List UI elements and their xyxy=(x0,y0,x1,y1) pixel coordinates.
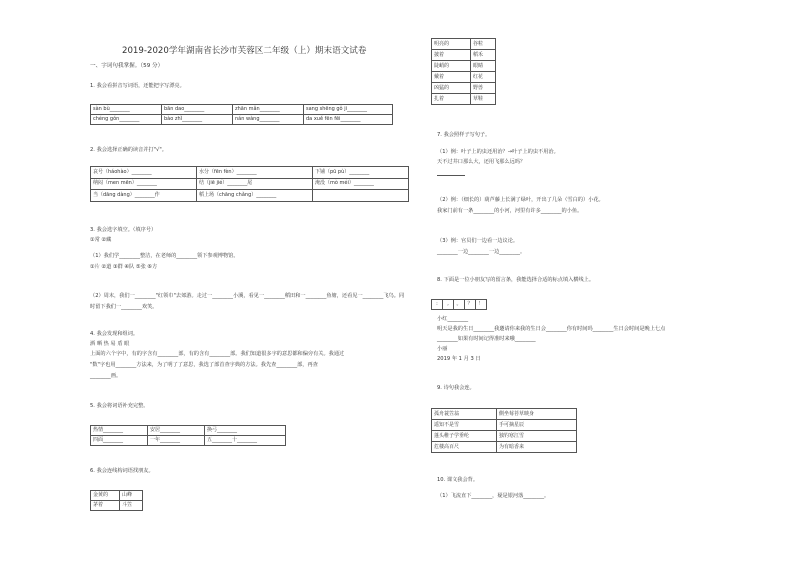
table-row xyxy=(432,431,577,442)
table-cell: 水分（fēn fèn）________ xyxy=(197,167,313,179)
table-cell: 危楼高百尺 xyxy=(432,442,497,453)
q4-line1: 上面的六个字中，有的字含有________部，有的含有________部。我们知道很多字的意思都和偏旁有关。我通过 xyxy=(90,351,345,357)
note-body2: ________如果有时间记得准时来哦________ xyxy=(437,336,536,342)
table-row xyxy=(432,409,577,420)
q5-table xyxy=(90,425,286,446)
table-cell: 四面________ xyxy=(91,436,148,446)
punct-cell: : xyxy=(432,300,443,310)
q1-prompt: 1. 我会看拼音写词语，还能把字写漂亮。 xyxy=(90,83,185,89)
table-cell: 结（jiē jié）________尾 xyxy=(197,178,313,190)
table-cell: 明亮的 xyxy=(432,39,471,50)
table-cell: 稻上场（chāng chǎng）________ xyxy=(197,190,313,202)
table-row xyxy=(432,83,496,94)
table-row xyxy=(91,167,409,179)
table-cell: 遥知不是雪 xyxy=(432,420,497,431)
punct-cell: ！ xyxy=(476,300,487,310)
table-cell: bào zhǐ________ xyxy=(162,115,233,125)
table-cell: 側坐莓苔草映身 xyxy=(497,409,577,420)
q7-sentence1: 天不过井口那么大，还用飞那么远吗？ xyxy=(437,159,526,165)
table-cell: 五________十________ xyxy=(205,436,286,446)
table-cell: 谷粒 xyxy=(471,39,496,50)
table-row xyxy=(432,72,496,83)
punct-cell: ？ xyxy=(465,300,476,310)
table-cell: 茅着 xyxy=(91,501,120,511)
q9-prompt: 9. 诗句我会连。 xyxy=(437,385,475,391)
answer-line xyxy=(437,175,465,176)
note-salutation: 小红________ xyxy=(437,316,469,322)
page-title: 2019-2020学年湖南省长沙市芙蓉区二年级（上）期末语文试卷 xyxy=(122,46,367,56)
table-cell: 淹没（mò méi）________ xyxy=(313,178,409,190)
table-cell: 戴着 xyxy=(432,72,471,83)
table-cell: 当（dāng dàng）________作 xyxy=(91,190,197,202)
table-cell: 蓬头稚子学垂纶 xyxy=(432,431,497,442)
q4-line2: "数"字也用________方法来，为了明了了意思，我选了部首查字典的方法。我先查________部，再查 xyxy=(90,362,318,368)
q7-prompt: 7. 我会照样子写句子。 xyxy=(437,132,491,138)
q3-prompt: 3. 我会选字填空。（填序号） xyxy=(90,227,157,233)
q4-chars: 洒 晒 热 易 盾 眼 xyxy=(90,341,130,347)
table-cell: 草鞋 xyxy=(471,94,496,105)
table-cell: 一年________ xyxy=(148,436,205,446)
table-cell: bān dao________ xyxy=(162,105,233,115)
punct-cell: 。 xyxy=(454,300,465,310)
table-cell: chéng gǒn________ xyxy=(91,115,162,125)
table-row xyxy=(432,61,496,72)
q7-example1: （1）例：叶子上的虫还用治？→叶子上的虫不用治。 xyxy=(437,149,559,155)
table-cell xyxy=(313,190,409,202)
table-row xyxy=(91,190,409,202)
table-cell: 手可摘星辰 xyxy=(497,420,577,431)
table-row xyxy=(432,50,496,61)
q5-prompt: 5. 我会将词语补充完整。 xyxy=(90,403,149,409)
table-row xyxy=(91,105,393,115)
q3-options-b: ①片 ②道 ③群 ④队 ⑤张 ⑥方 xyxy=(90,264,158,270)
table-cell: 为有暗香来 xyxy=(497,442,577,453)
q7-example2: （2）例：（细长的）葫芦藤上长满了绿叶，开出了几朵（雪白的）小花。 xyxy=(437,197,604,203)
table-row xyxy=(91,436,286,446)
table-cell: sang shēng gǒ ji________ xyxy=(304,105,393,115)
q3-line1: （1）我们学________整洁，在老师的________领下参观博物馆。 xyxy=(90,253,239,259)
table-cell: 换弓________ xyxy=(205,426,286,436)
table-cell: da xuě fēn fēi________ xyxy=(304,115,393,125)
section-heading: 一、字词句我掌握。（59 分） xyxy=(90,63,164,69)
q2-table xyxy=(90,166,409,202)
table-row xyxy=(432,442,577,453)
table-row xyxy=(432,94,496,105)
table-cell: 斗笠 xyxy=(120,501,143,511)
table-row xyxy=(91,501,143,511)
table-cell: 哀号（háohào）________ xyxy=(91,167,197,179)
table-row xyxy=(91,178,409,190)
q6-table xyxy=(90,490,143,511)
table-cell: 金黄的 xyxy=(91,491,120,501)
q1-table xyxy=(90,104,393,125)
table-cell: 纳闷（men mēn）________ xyxy=(91,178,197,190)
q4-prompt: 4. 我会发现和组词。 xyxy=(90,331,139,337)
note-signature: 小丽 xyxy=(437,346,448,352)
table-cell: 眼睛 xyxy=(471,61,496,72)
table-cell: 陡峭的 xyxy=(432,61,471,72)
table-row xyxy=(432,420,577,431)
table-row xyxy=(432,39,496,50)
note-date: 2019 年 1 月 3 日 xyxy=(437,356,481,362)
q7-sentence3: ________一边________一边________。 xyxy=(437,249,526,255)
q10-line1: （1）飞流直下________，疑是银河落________。 xyxy=(437,493,550,499)
table-row xyxy=(432,300,487,310)
q3-line2: （2）周末，我们一________"红领巾"去郊游。走过一________小溪，看见一________稻田和一________鱼塘，还看见一________飞鸟。同时留下我们一________欢笑。 xyxy=(90,293,405,310)
punctuation-table xyxy=(431,299,487,310)
table-cell: 孤舟蓑笠翁 xyxy=(432,409,497,420)
table-cell: zhān mǎn________ xyxy=(233,105,304,115)
table-cell: 山峰 xyxy=(120,491,143,501)
table-cell: nán wàng________ xyxy=(233,115,304,125)
word-match-table xyxy=(431,38,496,105)
table-row xyxy=(91,115,393,125)
table-cell: 野兽 xyxy=(471,83,496,94)
table-cell: sàn bù________ xyxy=(91,105,162,115)
table-cell: 稻禾 xyxy=(471,50,496,61)
table-cell: 安居________ xyxy=(148,426,205,436)
table-cell: 红花 xyxy=(471,72,496,83)
poem-match-table xyxy=(431,408,577,453)
note-body1: 明天是我的生日________我邀请你来我的生日会________你有时间吗________生日会时间是晚上七点 xyxy=(437,326,666,332)
table-cell: 下铺（pū pù）________ xyxy=(313,167,409,179)
table-cell: 凶猛的 xyxy=(432,83,471,94)
q4-line3: ________画。 xyxy=(90,373,122,379)
q10-prompt: 10. 课文我会背。 xyxy=(437,477,479,483)
table-row xyxy=(91,491,143,501)
table-cell: 扎着 xyxy=(432,94,471,105)
table-cell: 披着 xyxy=(432,50,471,61)
q6-prompt: 6. 我会连线构词语找朋友。 xyxy=(90,468,154,474)
q7-sentence2: 我家门前有一条________的小河，河里有许多________的小鱼。 xyxy=(437,208,583,214)
table-row xyxy=(91,426,286,436)
table-cell: 热情________ xyxy=(91,426,148,436)
q2-prompt: 2. 我会选择正确的读音并打"√"。 xyxy=(90,147,167,153)
table-cell: 独钓寒江雪 xyxy=(497,431,577,442)
q3-options-a: ①常 ②藏 xyxy=(90,237,112,243)
q8-prompt: 8. 下面是一位小朋友写的留言条，我能选择合适的标点填入横线上。 xyxy=(437,277,595,283)
punct-cell: , xyxy=(443,300,454,310)
q7-example3: （3）例：官员们一边看一边议论。 xyxy=(437,238,519,244)
